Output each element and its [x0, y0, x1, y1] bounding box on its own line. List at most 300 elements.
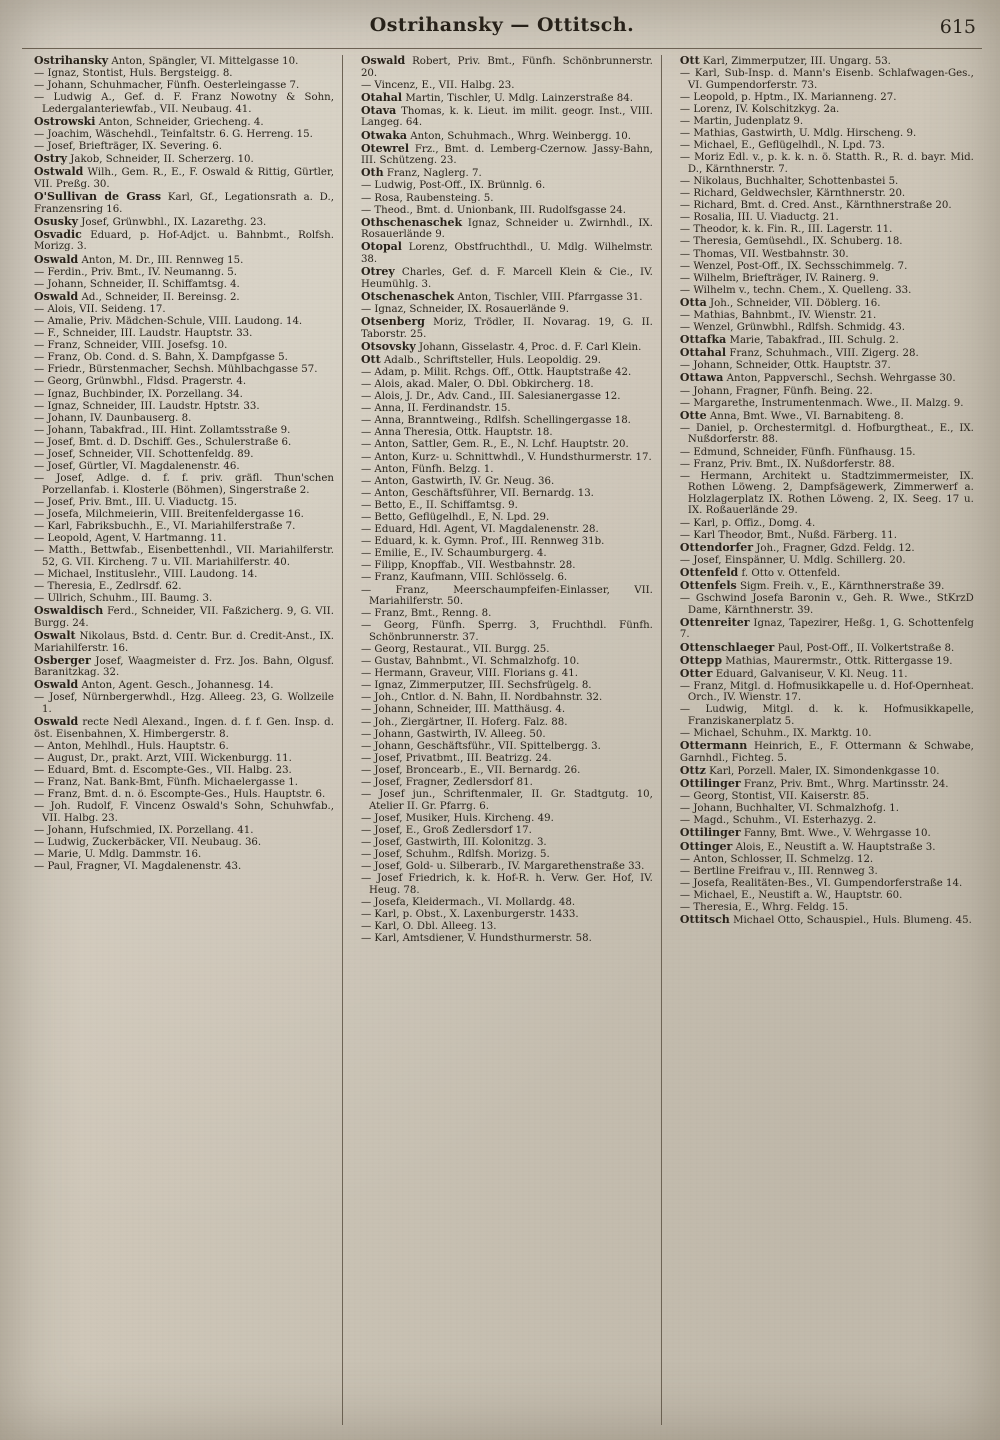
entry-dash: —	[360, 644, 375, 655]
entry-dash: —	[360, 403, 375, 415]
directory-subentry	[670, 471, 974, 517]
directory-subentry	[670, 92, 974, 104]
directory-subentry	[351, 680, 653, 692]
directory-subentry	[351, 512, 653, 524]
entry-text: Daniel, p. Orchestermitgl. d. Hofburgtheat., E., IX. Nußdorferstr. 88.	[687, 422, 974, 446]
entry-text: Adalb., Schriftsteller, Huls. Leopoldig. 29.	[383, 354, 601, 366]
entry-text: Karl, p. Offiz., Domg. 4.	[693, 517, 816, 529]
directory-subentry	[670, 236, 974, 248]
directory-subentry	[670, 593, 974, 616]
directory-subentry	[670, 285, 974, 297]
directory-subentry	[24, 765, 334, 777]
entry-text: Anton, Schlosser, II. Schmelzg. 12.	[693, 853, 874, 865]
directory-subentry	[351, 488, 653, 500]
directory-headword-entry	[351, 354, 653, 367]
headword: Osvadic	[34, 227, 82, 241]
headword: Otsovsky	[360, 339, 416, 353]
directory-subentry	[670, 530, 974, 542]
directory-headword-entry	[670, 542, 974, 555]
entry-dash: —	[360, 716, 375, 728]
entry-dash: —	[679, 152, 695, 164]
entry-text: Johann, Buchhalter, VI. Schmalzhofg. 1.	[693, 803, 899, 815]
entry-dash: —	[34, 92, 54, 104]
entry-text: Johann, Hufschmied, IX. Porzellang. 41.	[47, 824, 254, 836]
entry-dash: —	[34, 777, 48, 789]
entry-dash: —	[360, 378, 375, 390]
entry-dash: —	[679, 458, 694, 470]
entry-text: Friedr., Bürstenmacher, Sechsh. Mühlbachgasse 57.	[47, 364, 318, 376]
entry-text: Michael, Instituslehr., VIII. Laudong. 14.	[47, 568, 258, 580]
entry-dash: —	[360, 692, 375, 704]
entry-dash: —	[34, 849, 48, 861]
entry-text: Karl, Sub-Insp. d. Mann's Eisenb. Schlafwagen-Ges., VI. Gumpendorferstr. 73.	[687, 68, 974, 91]
headword: Ottepp	[679, 653, 723, 667]
entry-text: Betto, Geflügelhdl., E, N. Lpd. 29.	[374, 511, 550, 523]
headword: Ottitsch	[679, 913, 730, 927]
entry-text: Gustav, Bahnbmt., VI. Schmalzhofg. 10.	[374, 656, 580, 668]
entry-dash: —	[34, 449, 48, 460]
directory-subentry	[670, 555, 974, 567]
headword: Otahal	[360, 90, 403, 104]
directory-subentry	[351, 909, 653, 921]
headword: Otter	[679, 666, 713, 680]
entry-text: Martin, Tischler, U. Mdlg. Lainzerstraße 84.	[405, 92, 633, 104]
entry-text: Johann, Geschäftsführ., VII. Spittelbergg. 3.	[374, 740, 601, 752]
directory-subentry	[351, 825, 653, 837]
entry-text: Franz, Bmt. d. n. ö. Escompte-Ges., Huls. Hauptstr. 6.	[47, 789, 326, 801]
entry-dash: —	[679, 360, 694, 372]
entry-text: Karl, Zimmerputzer, III. Ungarg. 53.	[702, 56, 891, 67]
entry-dash: —	[34, 141, 48, 153]
directory-headword-entry	[351, 291, 653, 304]
directory-subentry	[670, 140, 974, 152]
headword: Otopal	[360, 240, 402, 254]
entry-text: Frz., Bmt. d. Lemberg-Czernow. Jassy-Bahn, III. Schützeng. 23.	[360, 143, 653, 167]
entry-dash: —	[34, 412, 48, 424]
directory-subentry	[670, 68, 974, 91]
entry-text: Ferdin., Priv. Bmt., IV. Neumanng. 5.	[47, 266, 238, 278]
directory-subentry	[24, 849, 334, 861]
entry-text: Georg, Stontist, VII. Kaiserstr. 85.	[693, 791, 870, 803]
entry-dash: —	[34, 496, 48, 508]
entry-text: Theresia, E., Whrg. Feldg. 15.	[693, 901, 849, 913]
directory-subentry	[670, 878, 974, 890]
entry-text: Anton, Geschäftsführer, VII. Bernardg. 13.	[374, 487, 594, 499]
entry-text: Rosa, Raubensteing. 5.	[374, 192, 494, 204]
directory-subentry	[351, 548, 653, 560]
directory-subentry	[670, 728, 974, 740]
directory-subentry	[24, 376, 334, 388]
column-2	[342, 55, 662, 1425]
directory-subentry	[24, 279, 334, 291]
directory-headword-entry	[24, 153, 334, 166]
directory-subentry	[670, 398, 974, 410]
directory-subentry	[351, 668, 653, 680]
entry-dash: —	[360, 192, 375, 204]
entry-text: Mathias, Maurermstr., Ottk. Rittergasse 19.	[725, 655, 953, 667]
entry-text: Georg, Grünwbhl., Fldsd. Pragerstr. 4.	[47, 376, 247, 388]
entry-dash: —	[34, 473, 57, 485]
entry-dash: —	[360, 668, 375, 680]
headword: Ottilinger	[679, 826, 741, 840]
entry-text: Franz, Meerschaumpfeifen-Einlasser, VII. Mariahilferstr. 50.	[368, 584, 653, 608]
headword: Ostry	[34, 152, 68, 166]
entry-dash: —	[360, 933, 375, 945]
entry-dash: —	[360, 680, 375, 692]
entry-text: Franz, Priv. Bmt., Whrg. Martinsstr. 24.	[743, 779, 949, 791]
entry-text: Anna, Branntweing., Rdlfsh. Schellingergasse 18.	[374, 415, 631, 427]
directory-subentry	[670, 815, 974, 827]
entry-text: Martin, Judenplatz 9.	[693, 115, 804, 127]
entry-dash: —	[679, 446, 694, 458]
directory-subentry	[670, 200, 974, 212]
directory-subentry	[24, 425, 334, 437]
directory-headword-entry	[670, 580, 974, 593]
headword: Ottenschlaeger	[679, 640, 775, 654]
headword: Otsenberg	[360, 314, 425, 328]
entry-text: Anton, M. Dr., III. Rennweg 15.	[81, 254, 244, 266]
directory-subentry	[351, 656, 653, 668]
entry-text: Marie, U. Mdlg. Dammstr. 16.	[47, 849, 202, 861]
entry-text: Jakob, Schneider, II. Scherzerg. 10.	[70, 154, 254, 166]
entry-dash: —	[34, 568, 48, 580]
directory-subentry	[351, 861, 653, 873]
directory-subentry	[670, 866, 974, 878]
directory-subentry	[24, 340, 334, 352]
entry-text: Josefa, Kleidermach., VI. Mollardg. 48.	[374, 896, 576, 908]
entry-text: Karl, Gf., Legationsrath a. D., Franzensring 16.	[34, 192, 334, 215]
entry-text: Ignaz, Zimmerputzer, III. Sechsfrügelg. 8.	[374, 680, 592, 692]
entry-dash: —	[34, 692, 50, 704]
entry-text: Franz, Schneider, VIII. Josefsg. 10.	[47, 340, 228, 352]
directory-headword-entry	[670, 617, 974, 641]
entry-text: Mathias, Bahnbmt., IV. Wienstr. 21.	[693, 309, 877, 321]
column-1	[22, 55, 342, 1425]
entry-dash: —	[34, 521, 48, 533]
directory-subentry	[24, 68, 334, 80]
entry-text: Robert, Priv. Bmt., Fünfh. Schönbrunnerstr. 20.	[360, 56, 653, 79]
entry-dash: —	[360, 79, 375, 91]
headword: Ottermann	[679, 739, 748, 753]
directory-subentry	[670, 854, 974, 866]
headword: Otwaka	[360, 128, 407, 142]
entry-text: Leopold, Agent, V. Hartmanng. 11.	[47, 533, 227, 545]
directory-headword-entry	[351, 241, 653, 265]
entry-text: Gschwind Josefa Baronin v., Geh. R. Wwe., StKrzD Dame, Kärnthnerstr. 39.	[687, 593, 974, 616]
entry-text: Theresia, Gemüsehdl., IX. Schuberg. 18.	[693, 236, 903, 248]
entry-text: Matth., Bettwfab., Eisenbettenhdl., VII. Mariahilferstr. 52, G. VII. Kircheng. 7 u. VII. Mariahilferstr. 40.	[42, 545, 334, 568]
directory-subentry	[24, 401, 334, 413]
entry-text: Filipp, Knopffab., VII. Westbahnstr. 28.	[374, 560, 576, 572]
entry-text: Edmund, Schneider, Fünfh. Fünfhausg. 15.	[693, 446, 916, 458]
entry-text: Josef, Musiker, Huls. Kircheng. 49.	[374, 812, 554, 824]
entry-dash: —	[679, 889, 694, 901]
entry-text: Franz, Mitgl. d. Hofmusikkapelle u. d. Hof-Opernheat. Orch., IV. Wienstr. 17.	[687, 680, 974, 704]
entry-text: Moriz Edl. v., p. k. k. n. ö. Statth. R., R. d. bayr. Mid. D., Kärnthnerstr. 7.	[687, 152, 974, 175]
directory-subentry	[351, 849, 653, 861]
entry-dash: —	[679, 554, 694, 566]
directory-headword-entry	[670, 655, 974, 668]
directory-subentry	[351, 464, 653, 476]
entry-dash: —	[679, 815, 694, 827]
headword: Ottawa	[679, 371, 724, 385]
entry-dash: —	[360, 524, 375, 536]
directory-subentry	[351, 180, 653, 192]
entry-text: F., Schneider, III. Laudstr. Hauptstr. 33.	[47, 328, 253, 340]
directory-subentry	[351, 500, 653, 512]
entry-dash: —	[679, 470, 701, 482]
headword: Ostrihansky	[34, 55, 109, 67]
directory-headword-entry	[24, 55, 334, 68]
column-3	[662, 55, 982, 1425]
entry-dash: —	[679, 397, 694, 409]
entry-text: Georg, Fünfh. Sperrg. 3, Fruchthdl. Fünfh. Schönbrunnerstr. 37.	[368, 620, 653, 643]
entry-text: Johann, Tabakfrad., III. Hint. Zollamtsstraße 9.	[47, 424, 291, 436]
entry-text: Josef, Broncearb., E., VII. Bernardg. 26.	[374, 764, 581, 776]
entry-text: Josef, Nürnbergerwhdl., Hzg. Alleeg. 23, G. Wollzeile 1.	[42, 692, 334, 715]
directory-headword-entry	[351, 217, 653, 241]
directory-headword-entry	[351, 130, 653, 143]
entry-dash: —	[34, 740, 48, 752]
headword: Otewrel	[360, 141, 410, 155]
entry-text: Emilie, E., IV. Schaumburgerg. 4.	[374, 548, 547, 560]
headword: Othschenaschek	[360, 215, 463, 229]
directory-headword-entry	[24, 679, 334, 692]
entry-text: Heinrich, E., F. Ottermann & Schwabe, Garnhdl., Fichteg. 5.	[679, 741, 974, 764]
entry-text: Adam, p. Milit. Rchgs. Off., Ottk. Hauptstraße 42.	[374, 366, 632, 378]
entry-text: Josef, Grünwbhl., IX. Lazarethg. 23.	[81, 216, 267, 228]
entry-dash: —	[34, 315, 48, 327]
entry-dash: —	[360, 463, 375, 475]
entry-dash: —	[34, 764, 48, 776]
entry-text: Anton, Agent. Gesch., Johannesg. 14.	[81, 680, 274, 692]
directory-subentry	[24, 92, 334, 115]
directory-headword-entry	[351, 92, 653, 105]
directory-subentry	[670, 890, 974, 902]
directory-subentry	[24, 304, 334, 316]
entry-dash: —	[34, 266, 48, 278]
entry-text: Josef, Schuhm., Rdlfsh. Morizg. 5.	[374, 849, 550, 861]
entry-text: Nikolaus, Bstd. d. Centr. Bur. d. Credit-Anst., IX. Mariahilferstr. 16.	[34, 630, 334, 654]
entry-dash: —	[679, 284, 694, 296]
directory-subentry	[670, 791, 974, 803]
directory-headword-entry	[351, 167, 653, 180]
directory-subentry	[24, 692, 334, 715]
directory-headword-entry	[24, 655, 334, 679]
entry-dash: —	[34, 545, 49, 557]
entry-text: Franz, Kaufmann, VIII. Schlösselg. 6.	[374, 572, 568, 584]
entry-text: Joh., Fragner, Gdzd. Feldg. 12.	[756, 542, 915, 554]
directory-subentry	[351, 717, 653, 729]
directory-subentry	[24, 437, 334, 449]
directory-subentry	[670, 212, 974, 224]
entry-text: Anton, Kurz- u. Schnittwhdl., V. Hundsthurmerstr. 17.	[374, 451, 652, 463]
running-title: Ostrihansky — Ottitsch.	[369, 14, 635, 36]
entry-dash: —	[360, 849, 375, 861]
entry-dash: —	[360, 896, 375, 908]
headword: Ottafka	[679, 333, 727, 347]
entry-text: Franz, Schuhmach., VIII. Zigerg. 28.	[729, 348, 919, 360]
entry-dash: —	[360, 572, 375, 584]
directory-subentry	[351, 415, 653, 427]
entry-text: Thomas, k. k. Lieut. im milit. geogr. Inst., VIII. Langeg. 64.	[360, 105, 653, 129]
entry-text: Wenzel, Post-Off., IX. Sechsschimmelg. 7.	[693, 260, 908, 272]
entry-text: Josef, Schneider, VII. Schottenfeldg. 89.	[47, 449, 254, 460]
entry-text: Anton, Tischler, VIII. Pfarrgasse 31.	[457, 291, 643, 303]
entry-text: Franz, Naglerg. 7.	[386, 168, 482, 180]
directory-subentry	[351, 452, 653, 464]
headword: Osusky	[34, 214, 78, 228]
entry-dash: —	[360, 777, 375, 789]
entry-text: Alois, VII. Seideng. 17.	[47, 303, 166, 315]
entry-dash: —	[34, 303, 48, 315]
entry-text: Ludwig, Post-Off., IX. Brünnlg. 6.	[374, 180, 546, 192]
directory-subentry	[351, 921, 653, 933]
entry-text: Ignaz, Schneider u. Zwirnhdl., IX. Rosauerlände 9.	[360, 217, 653, 241]
headword: Ottinger	[679, 839, 733, 853]
directory-subentry	[351, 379, 653, 391]
directory-subentry	[24, 389, 334, 401]
entry-dash: —	[679, 68, 695, 80]
entry-dash: —	[360, 752, 375, 764]
entry-dash: —	[679, 865, 694, 877]
directory-subentry	[24, 581, 334, 593]
entry-dash: —	[679, 128, 694, 140]
directory-subentry	[670, 704, 974, 727]
directory-headword-entry	[670, 827, 974, 840]
entry-dash: —	[360, 366, 375, 378]
entry-dash: —	[34, 424, 48, 436]
entry-text: Josef, Waagmeister d. Frz. Jos. Bahn, Olgusf. Baranitzkag. 32.	[34, 655, 334, 679]
directory-headword-entry	[24, 254, 334, 267]
directory-subentry	[24, 753, 334, 765]
entry-dash: —	[679, 103, 694, 115]
headword: Ott	[679, 55, 700, 67]
entry-text: Joh., Cntlor. d. N. Bahn, II. Nordbahnstr. 32.	[374, 692, 603, 704]
entry-text: Alois, J. Dr., Adv. Cand., III. Salesianergasse 12.	[374, 391, 621, 403]
entry-dash: —	[34, 837, 48, 848]
directory-subentry	[670, 386, 974, 398]
headword: Ostrowski	[34, 114, 96, 128]
entry-dash: —	[34, 533, 48, 545]
directory-subentry	[670, 447, 974, 459]
entry-dash: —	[679, 260, 694, 272]
entry-dash: —	[360, 180, 375, 192]
entry-text: Michael, E., Neustift a. W., Hauptstr. 60.	[693, 889, 903, 901]
directory-subentry	[24, 777, 334, 789]
directory-subentry	[670, 116, 974, 128]
entry-dash: —	[360, 764, 375, 776]
directory-subentry	[351, 777, 653, 789]
entry-text: Johann, Schneider, III. Matthäusg. 4.	[374, 704, 566, 716]
directory-headword-entry	[670, 841, 974, 854]
entry-dash: —	[360, 812, 375, 824]
headword: Oswald	[34, 715, 79, 729]
entry-dash: —	[679, 188, 694, 200]
entry-dash: —	[360, 873, 378, 885]
entry-text: Rosalia, III. U. Viaductg. 21.	[693, 212, 839, 224]
directory-subentry	[670, 152, 974, 175]
directory-headword-entry	[670, 765, 974, 778]
entry-text: Ullrich, Schuhm., III. Baumg. 3.	[47, 593, 213, 605]
directory-subentry	[351, 205, 653, 217]
directory-headword-entry	[24, 229, 334, 253]
entry-text: Karl, Amtsdiener, V. Hundsthurmerstr. 58.	[374, 933, 592, 945]
entry-text: Margarethe, Instrumentenmach. Wwe., II. Malzg. 9.	[693, 397, 964, 409]
headword: Oswald	[34, 678, 79, 692]
entry-text: Eduard, Galvaniseur, V. Kl. Neug. 11.	[715, 668, 908, 680]
entry-text: August, Dr., prakt. Arzt, VIII. Wickenburgg. 11.	[47, 752, 292, 764]
entry-text: Josefa, Realitäten-Bes., VI. Gumpendorferstraße 14.	[693, 877, 963, 889]
directory-subentry	[351, 304, 653, 316]
entry-text: Nikolaus, Buchhalter, Schottenbastei 5.	[693, 175, 899, 187]
directory-headword-entry	[670, 334, 974, 347]
entry-text: Alois, E., Neustift a. W. Hauptstraße 3.	[735, 841, 936, 853]
entry-text: Anton, Schuhmach., Whrg. Weinbergg. 10.	[410, 130, 632, 142]
entry-dash: —	[360, 608, 375, 620]
entry-dash: —	[360, 861, 375, 873]
entry-text: Wenzel, Grünwbhl., Rdlfsh. Schmidg. 43.	[693, 322, 905, 334]
directory-subentry	[24, 741, 334, 753]
directory-subentry	[24, 593, 334, 605]
directory-subentry	[351, 439, 653, 451]
entry-text: Mathias, Gastwirth, U. Mdlg. Hirscheng. 9.	[693, 128, 917, 140]
entry-dash: —	[360, 391, 375, 403]
entry-text: Josef Friedrich, k. k. Hof-R. h. Verw. Ger. Hof, IV. Heug. 78.	[368, 873, 653, 896]
entry-text: Fanny, Bmt. Wwe., V. Wehrgasse 10.	[743, 828, 931, 840]
entry-dash: —	[34, 508, 48, 520]
entry-dash: —	[34, 129, 48, 141]
entry-text: Johann, IV. Daunbauserg. 8.	[47, 412, 192, 424]
directory-headword-entry	[670, 778, 974, 791]
directory-subentry	[351, 476, 653, 488]
headword: Ottahal	[679, 346, 727, 360]
entry-dash: —	[679, 877, 694, 889]
entry-text: Josef, Adlge. d. f. f. priv. gräfl. Thun'schen Porzellanfab. i. Klosterle (Böhmen), Singerstraße 2.	[42, 473, 334, 496]
entry-text: Bertline Freifrau v., III. Rennweg 3.	[693, 865, 878, 877]
directory-subentry	[670, 803, 974, 815]
entry-text: recte Nedl Alexand., Ingen. d. f. f. Gen. Insp. d. öst. Eisenbahnen, X. Himbergerstr. 8.	[34, 717, 334, 740]
directory-headword-entry	[670, 410, 974, 423]
directory-subentry	[351, 536, 653, 548]
directory-subentry	[670, 423, 974, 446]
directory-subentry	[670, 310, 974, 322]
entry-text: Eduard, Hdl. Agent, VI. Magdalenenstr. 28.	[374, 524, 599, 536]
directory-headword-entry	[24, 216, 334, 229]
directory-subentry	[670, 681, 974, 704]
entry-dash: —	[679, 803, 694, 815]
directory-subentry	[351, 704, 653, 716]
directory-subentry	[351, 644, 653, 656]
directory-subentry	[670, 249, 974, 261]
entry-text: Josef, Priv. Bmt., III. U. Viaductg. 15.	[47, 496, 238, 508]
headword: Oswald	[34, 289, 79, 303]
entry-text: Anna, II. Ferdinandstr. 15.	[374, 403, 511, 415]
entry-dash: —	[679, 91, 694, 103]
entry-text: Joh., Schneider, VII. Döblerg. 16.	[710, 297, 881, 309]
entry-text: Eduard, k. k. Gymn. Prof., III. Rennweg 31b.	[374, 536, 605, 548]
entry-dash: —	[360, 837, 375, 848]
headword: Oswaldisch	[34, 604, 104, 618]
entry-text: Ignaz, Buchbinder, IX. Porzellang. 34.	[47, 388, 243, 400]
entry-text: Joh. Rudolf, F. Vincenz Oswald's Sohn, Schuhwfab., VII. Halbg. 23.	[42, 801, 334, 824]
entry-text: Josef, Gürtler, VI. Magdalenenstr. 46.	[47, 461, 240, 473]
entry-dash: —	[34, 400, 48, 412]
entry-text: Michael Otto, Schauspiel., Huls. Blumeng. 45.	[733, 915, 972, 927]
entry-dash: —	[34, 593, 48, 605]
directory-subentry	[24, 509, 334, 521]
entry-dash: —	[679, 248, 694, 260]
